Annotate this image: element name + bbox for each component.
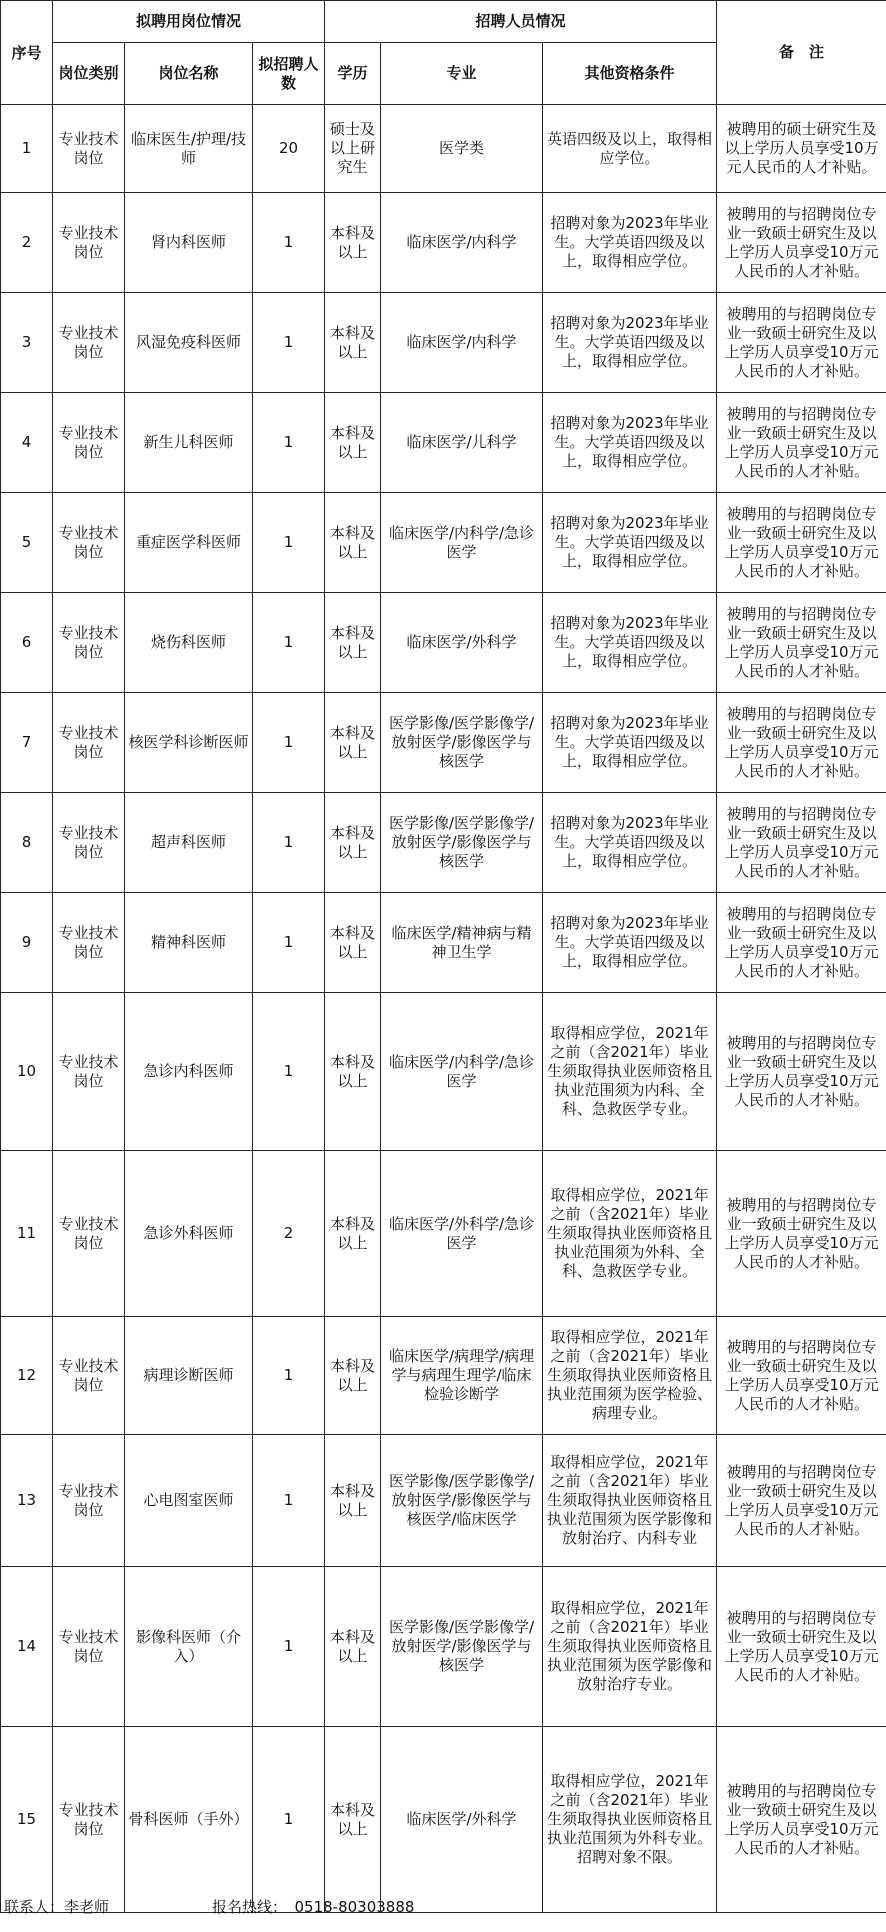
major-requirement: 医学影像/医学影像学/放射医学/影像医学与核医学	[381, 793, 543, 893]
major-requirement: 临床医学/病理学/病理学与病理生理学/临床检验诊断学	[381, 1317, 543, 1435]
remark-text: 被聘用的与招聘岗位专业一致硕士研究生及以上学历人员享受10万元人民币的人才补贴。	[717, 893, 886, 993]
remark-text: 被聘用的与招聘岗位专业一致硕士研究生及以上学历人员享受10万元人民币的人才补贴。	[717, 1151, 886, 1317]
major-requirement: 临床医学/外科学	[381, 1727, 543, 1913]
remark-text: 被聘用的与招聘岗位专业一致硕士研究生及以上学历人员享受10万元人民币的人才补贴。	[717, 393, 886, 493]
major-requirement: 医学影像/医学影像学/放射医学/影像医学与核医学	[381, 693, 543, 793]
position-name: 精神科医师	[125, 893, 253, 993]
other-conditions: 取得相应学位，2021年之前（含2021年）毕业生须取得执业医师资格且执业范围须为医学检验、病理专业。	[543, 1317, 717, 1435]
position-name: 病理诊断医师	[125, 1317, 253, 1435]
position-name: 急诊外科医师	[125, 1151, 253, 1317]
other-conditions: 招聘对象为2023年毕业生。大学英语四级及以上，取得相应学位。	[543, 893, 717, 993]
header-position-name: 岗位名称	[125, 43, 253, 105]
major-requirement: 医学影像/医学影像学/放射医学/影像医学与核医学/临床医学	[381, 1435, 543, 1567]
major-requirement: 临床医学/儿科学	[381, 393, 543, 493]
position-category: 专业技术岗位	[53, 593, 125, 693]
education-requirement: 本科及以上	[325, 893, 381, 993]
major-requirement: 临床医学/内科学/急诊医学	[381, 993, 543, 1151]
remark-text: 被聘用的与招聘岗位专业一致硕士研究生及以上学历人员享受10万元人民币的人才补贴。	[717, 193, 886, 293]
table-row	[1, 193, 886, 293]
header-remark: 备 注	[717, 1, 886, 105]
header-seq: 序号	[1, 1, 53, 105]
recruit-count: 1	[253, 193, 325, 293]
position-category: 专业技术岗位	[53, 293, 125, 393]
education-requirement: 本科及以上	[325, 593, 381, 693]
table-row	[1, 993, 886, 1151]
header-other-conditions: 其他资格条件	[543, 43, 717, 105]
header-education: 学历	[325, 43, 381, 105]
table-row	[1, 593, 886, 693]
row-number: 1	[1, 105, 53, 193]
major-requirement: 临床医学/外科学	[381, 593, 543, 693]
row-number: 9	[1, 893, 53, 993]
remark-text: 被聘用的与招聘岗位专业一致硕士研究生及以上学历人员享受10万元人民币的人才补贴。	[717, 693, 886, 793]
position-category: 专业技术岗位	[53, 1727, 125, 1913]
header-group-recruit: 招聘人员情况	[325, 1, 717, 43]
position-category: 专业技术岗位	[53, 1435, 125, 1567]
row-number: 15	[1, 1727, 53, 1913]
table-row	[1, 1727, 886, 1913]
recruit-count: 2	[253, 1151, 325, 1317]
position-category: 专业技术岗位	[53, 1567, 125, 1727]
row-number: 3	[1, 293, 53, 393]
education-requirement: 本科及以上	[325, 993, 381, 1151]
position-name: 新生儿科医师	[125, 393, 253, 493]
other-conditions: 招聘对象为2023年毕业生。大学英语四级及以上，取得相应学位。	[543, 393, 717, 493]
row-number: 5	[1, 493, 53, 593]
table-row	[1, 1151, 886, 1317]
contact-footer	[0, 1888, 886, 1922]
table-row	[1, 893, 886, 993]
hotline: 报名热线： 0518-80303888	[212, 1898, 415, 1916]
other-conditions: 取得相应学位，2021年之前（含2021年）毕业生须取得执业医师资格且执业范围须为医学影像和放射治疗专业。	[543, 1567, 717, 1727]
recruit-count: 1	[253, 493, 325, 593]
position-category: 专业技术岗位	[53, 105, 125, 193]
recruit-count: 1	[253, 293, 325, 393]
major-requirement: 临床医学/内科学	[381, 193, 543, 293]
remark-text: 被聘用的与招聘岗位专业一致硕士研究生及以上学历人员享受10万元人民币的人才补贴。	[717, 793, 886, 893]
header-count: 拟招聘人数	[253, 43, 325, 105]
other-conditions: 取得相应学位，2021年之前（含2021年）毕业生须取得执业医师资格且执业范围须为内科、全科、急救医学专业。	[543, 993, 717, 1151]
position-name: 超声科医师	[125, 793, 253, 893]
row-number: 14	[1, 1567, 53, 1727]
other-conditions: 招聘对象为2023年毕业生。大学英语四级及以上，取得相应学位。	[543, 593, 717, 693]
recruit-count: 1	[253, 593, 325, 693]
major-requirement: 医学影像/医学影像学/放射医学/影像医学与核医学	[381, 1567, 543, 1727]
header-major: 专业	[381, 43, 543, 105]
remark-text: 被聘用的与招聘岗位专业一致硕士研究生及以上学历人员享受10万元人民币的人才补贴。	[717, 593, 886, 693]
education-requirement: 本科及以上	[325, 493, 381, 593]
recruit-count: 1	[253, 893, 325, 993]
other-conditions: 招聘对象为2023年毕业生。大学英语四级及以上，取得相应学位。	[543, 793, 717, 893]
recruit-count: 1	[253, 1435, 325, 1567]
other-conditions: 取得相应学位，2021年之前（含2021年）毕业生须取得执业医师资格且执业范围须为外科、全科、急救医学专业。	[543, 1151, 717, 1317]
recruit-count: 1	[253, 1317, 325, 1435]
position-name: 烧伤科医师	[125, 593, 253, 693]
education-requirement: 本科及以上	[325, 1727, 381, 1913]
other-conditions: 招聘对象为2023年毕业生。大学英语四级及以上，取得相应学位。	[543, 493, 717, 593]
education-requirement: 本科及以上	[325, 393, 381, 493]
education-requirement: 本科及以上	[325, 293, 381, 393]
recruit-count: 1	[253, 793, 325, 893]
recruit-count: 1	[253, 393, 325, 493]
table-row	[1, 293, 886, 393]
position-category: 专业技术岗位	[53, 493, 125, 593]
position-category: 专业技术岗位	[53, 1151, 125, 1317]
education-requirement: 本科及以上	[325, 693, 381, 793]
row-number: 7	[1, 693, 53, 793]
remark-text: 被聘用的与招聘岗位专业一致硕士研究生及以上学历人员享受10万元人民币的人才补贴。	[717, 1727, 886, 1913]
position-category: 专业技术岗位	[53, 193, 125, 293]
remark-text: 被聘用的与招聘岗位专业一致硕士研究生及以上学历人员享受10万元人民币的人才补贴。	[717, 1317, 886, 1435]
education-requirement: 本科及以上	[325, 1317, 381, 1435]
remark-text: 被聘用的硕士研究生及以上学历人员享受10万元人民币的人才补贴。	[717, 105, 886, 193]
row-number: 4	[1, 393, 53, 493]
other-conditions: 招聘对象为2023年毕业生。大学英语四级及以上，取得相应学位。	[543, 193, 717, 293]
recruit-count: 1	[253, 1727, 325, 1913]
education-requirement: 本科及以上	[325, 793, 381, 893]
position-name: 风湿免疫科医师	[125, 293, 253, 393]
education-requirement: 本科及以上	[325, 1151, 381, 1317]
position-category: 专业技术岗位	[53, 693, 125, 793]
row-number: 6	[1, 593, 53, 693]
other-conditions: 英语四级及以上，取得相应学位。	[543, 105, 717, 193]
recruit-count: 1	[253, 693, 325, 793]
table-row	[1, 1435, 886, 1567]
other-conditions: 取得相应学位，2021年之前（含2021年）毕业生须取得执业医师资格且执业范围须为医学影像和放射治疗、内科专业	[543, 1435, 717, 1567]
row-number: 13	[1, 1435, 53, 1567]
other-conditions: 招聘对象为2023年毕业生。大学英语四级及以上，取得相应学位。	[543, 293, 717, 393]
other-conditions: 取得相应学位，2021年之前（含2021年）毕业生须取得执业医师资格且执业范围须为外科专业。招聘对象不限。	[543, 1727, 717, 1913]
education-requirement: 本科及以上	[325, 1567, 381, 1727]
table-row	[1, 1317, 886, 1435]
position-name: 肾内科医师	[125, 193, 253, 293]
major-requirement: 临床医学/内科学/急诊医学	[381, 493, 543, 593]
position-category: 专业技术岗位	[53, 893, 125, 993]
position-name: 核医学科诊断医师	[125, 693, 253, 793]
header-category: 岗位类别	[53, 43, 125, 105]
other-conditions: 招聘对象为2023年毕业生。大学英语四级及以上，取得相应学位。	[543, 693, 717, 793]
education-requirement: 硕士及以上研究生	[325, 105, 381, 193]
education-requirement: 本科及以上	[325, 193, 381, 293]
header-group-position: 拟聘用岗位情况	[53, 1, 325, 43]
major-requirement: 医学类	[381, 105, 543, 193]
position-name: 骨科医师（手外）	[125, 1727, 253, 1913]
table-body	[1, 105, 886, 1913]
remark-text: 被聘用的与招聘岗位专业一致硕士研究生及以上学历人员享受10万元人民币的人才补贴。	[717, 293, 886, 393]
position-name: 临床医生/护理/技师	[125, 105, 253, 193]
major-requirement: 临床医学/精神病与精神卫生学	[381, 893, 543, 993]
major-requirement: 临床医学/内科学	[381, 293, 543, 393]
remark-text: 被聘用的与招聘岗位专业一致硕士研究生及以上学历人员享受10万元人民币的人才补贴。	[717, 993, 886, 1151]
table-row	[1, 393, 886, 493]
remark-text: 被聘用的与招聘岗位专业一致硕士研究生及以上学历人员享受10万元人民币的人才补贴。	[717, 1435, 886, 1567]
row-number: 12	[1, 1317, 53, 1435]
table-row	[1, 793, 886, 893]
position-category: 专业技术岗位	[53, 393, 125, 493]
recruit-count: 1	[253, 1567, 325, 1727]
recruit-count: 1	[253, 993, 325, 1151]
major-requirement: 临床医学/外科学/急诊医学	[381, 1151, 543, 1317]
position-name: 心电图室医师	[125, 1435, 253, 1567]
recruit-count: 20	[253, 105, 325, 193]
position-category: 专业技术岗位	[53, 793, 125, 893]
position-name: 影像科医师（介入）	[125, 1567, 253, 1727]
table-row	[1, 693, 886, 793]
row-number: 8	[1, 793, 53, 893]
position-category: 专业技术岗位	[53, 993, 125, 1151]
row-number: 11	[1, 1151, 53, 1317]
row-number: 10	[1, 993, 53, 1151]
table-row	[1, 493, 886, 593]
row-number: 2	[1, 193, 53, 293]
position-name: 重症医学科医师	[125, 493, 253, 593]
table-row	[1, 1567, 886, 1727]
position-name: 急诊内科医师	[125, 993, 253, 1151]
table-row	[1, 105, 886, 193]
position-category: 专业技术岗位	[53, 1317, 125, 1435]
remark-text: 被聘用的与招聘岗位专业一致硕士研究生及以上学历人员享受10万元人民币的人才补贴。	[717, 493, 886, 593]
remark-text: 被聘用的与招聘岗位专业一致硕士研究生及以上学历人员享受10万元人民币的人才补贴。	[717, 1567, 886, 1727]
contact-person: 联系人：李老师	[4, 1898, 110, 1916]
education-requirement: 本科及以上	[325, 1435, 381, 1567]
